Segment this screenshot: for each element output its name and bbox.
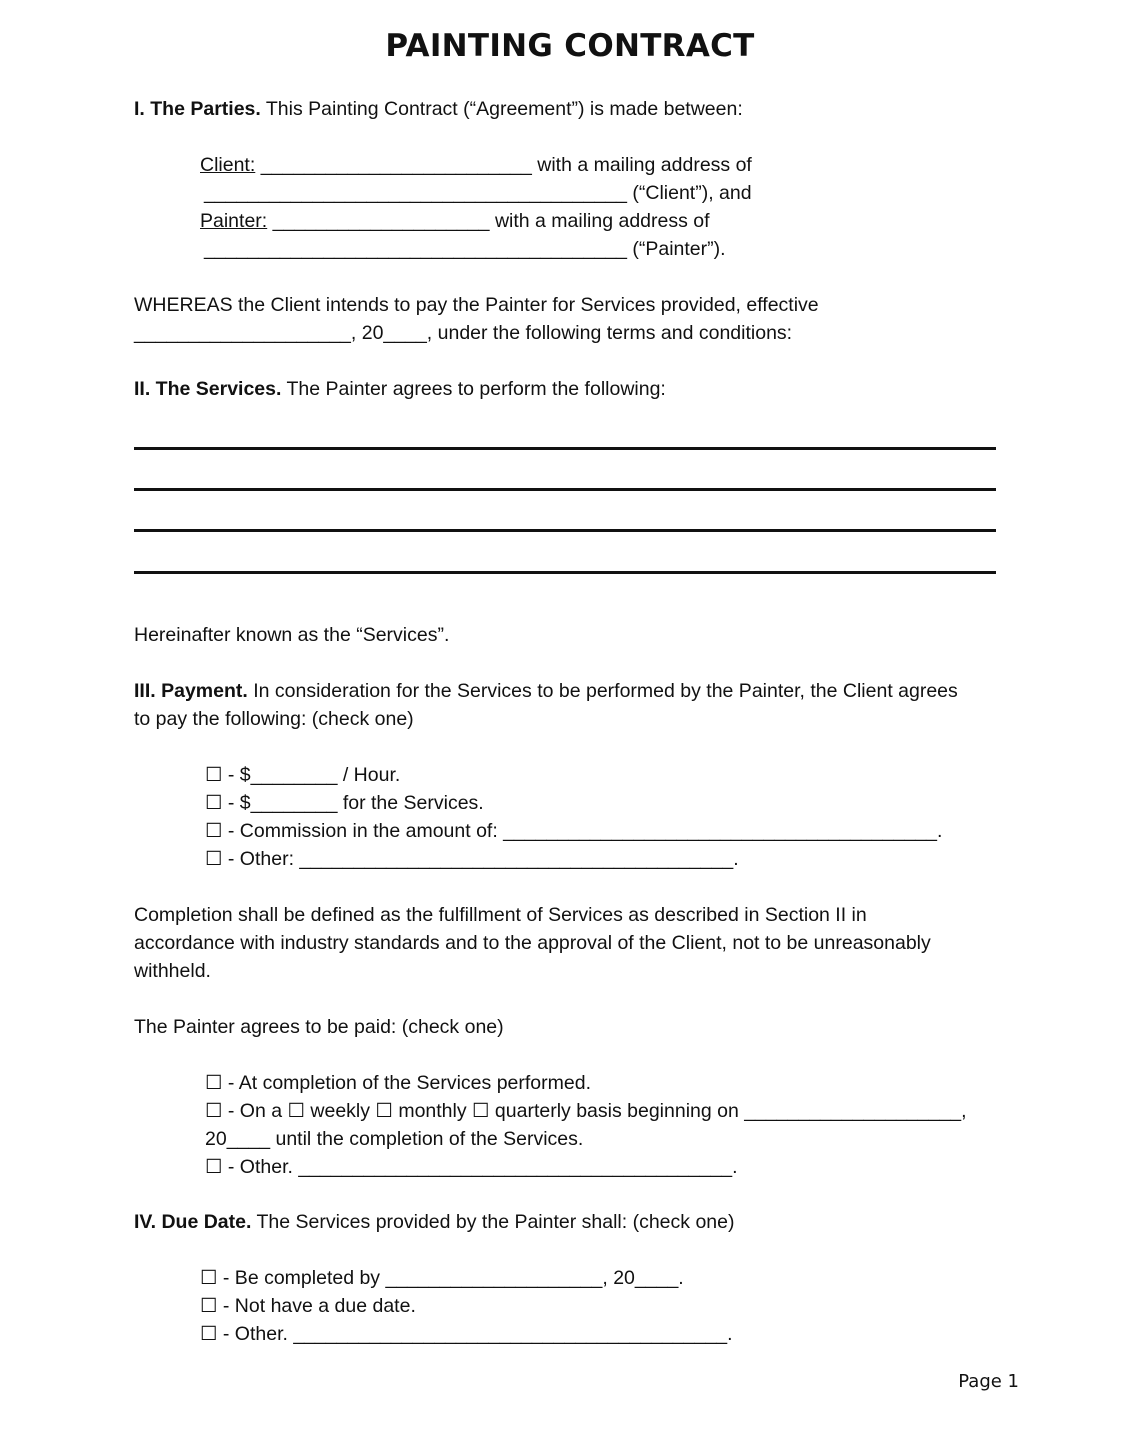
payment-option-hourly[interactable]: ☐ - $________ / Hour. (205, 764, 401, 786)
client-label: Client: (200, 154, 256, 176)
painter-address-field[interactable]: _______________________________________ (“Painter”). (204, 238, 726, 260)
services-hereinafter: Hereinafter known as the “Services”. (134, 624, 450, 646)
payment-heading: III. Payment. (134, 680, 248, 702)
payment-option-commission[interactable]: ☐ - Commission in the amount of: ________________________________________. (205, 820, 943, 842)
services-intro: The Painter agrees to perform the following: (281, 378, 666, 400)
parties-intro: This Painting Contract (“Agreement”) is made between: (260, 98, 743, 120)
due-date-paragraph (134, 1208, 734, 1236)
services-blank-line-1[interactable] (134, 447, 996, 450)
client-line (200, 151, 752, 179)
painter-name-field[interactable]: ____________________ with a mailing address of (267, 210, 710, 232)
completion-line-1: Completion shall be defined as the fulfillment of Services as described in Section II in (134, 904, 867, 926)
completion-line-3: withheld. (134, 960, 211, 982)
services-blank-line-2[interactable] (134, 488, 996, 491)
due-option-other[interactable]: ☐ - Other. ________________________________________. (200, 1323, 733, 1345)
effective-date-field[interactable]: ____________________, 20____, under the following terms and conditions: (134, 322, 793, 344)
painter-line (200, 207, 710, 235)
payment-option-other[interactable]: ☐ - Other: ________________________________________. (205, 848, 739, 870)
services-paragraph (134, 375, 666, 403)
parties-heading: I. The Parties. (134, 98, 261, 120)
parties-paragraph (134, 95, 743, 123)
payment-intro-1: In consideration for the Services to be performed by the Painter, the Client agrees (247, 680, 958, 702)
due-date-heading: IV. Due Date. (134, 1211, 252, 1233)
services-blank-line-3[interactable] (134, 529, 996, 532)
payment-paragraph (134, 677, 958, 705)
whereas-line-1: WHEREAS the Client intends to pay the Painter for Services provided, effective (134, 294, 819, 316)
services-heading: II. The Services. (134, 378, 282, 400)
paid-intro: The Painter agrees to be paid: (check one) (134, 1016, 504, 1038)
due-option-completed-by[interactable]: ☐ - Be completed by ____________________, 20____. (200, 1267, 684, 1289)
due-date-intro: The Services provided by the Painter shall: (check one) (251, 1211, 735, 1233)
completion-line-2: accordance with industry standards and to the approval of the Client, not to be unreasonably (134, 932, 931, 954)
payment-option-flat[interactable]: ☐ - $________ for the Services. (205, 792, 484, 814)
paid-option-periodic[interactable]: ☐ - On a ☐ weekly ☐ monthly ☐ quarterly basis beginning on ____________________, (205, 1100, 967, 1122)
paid-option-periodic-cont[interactable]: 20____ until the completion of the Services. (205, 1128, 584, 1150)
client-name-field[interactable]: _________________________ with a mailing address of (255, 154, 752, 176)
payment-intro-2: to pay the following: (check one) (134, 708, 414, 730)
paid-option-other[interactable]: ☐ - Other. ________________________________________. (205, 1156, 738, 1178)
services-blank-line-4[interactable] (134, 571, 996, 574)
painter-label: Painter: (200, 210, 268, 232)
paid-option-completion[interactable]: ☐ - At completion of the Services performed. (205, 1072, 591, 1094)
document-title: PAINTING CONTRACT (385, 28, 755, 64)
due-option-none[interactable]: ☐ - Not have a due date. (200, 1295, 416, 1317)
client-address-field[interactable]: _______________________________________ (“Client”), and (204, 182, 752, 204)
page-number: Page 1 (958, 1371, 1019, 1392)
